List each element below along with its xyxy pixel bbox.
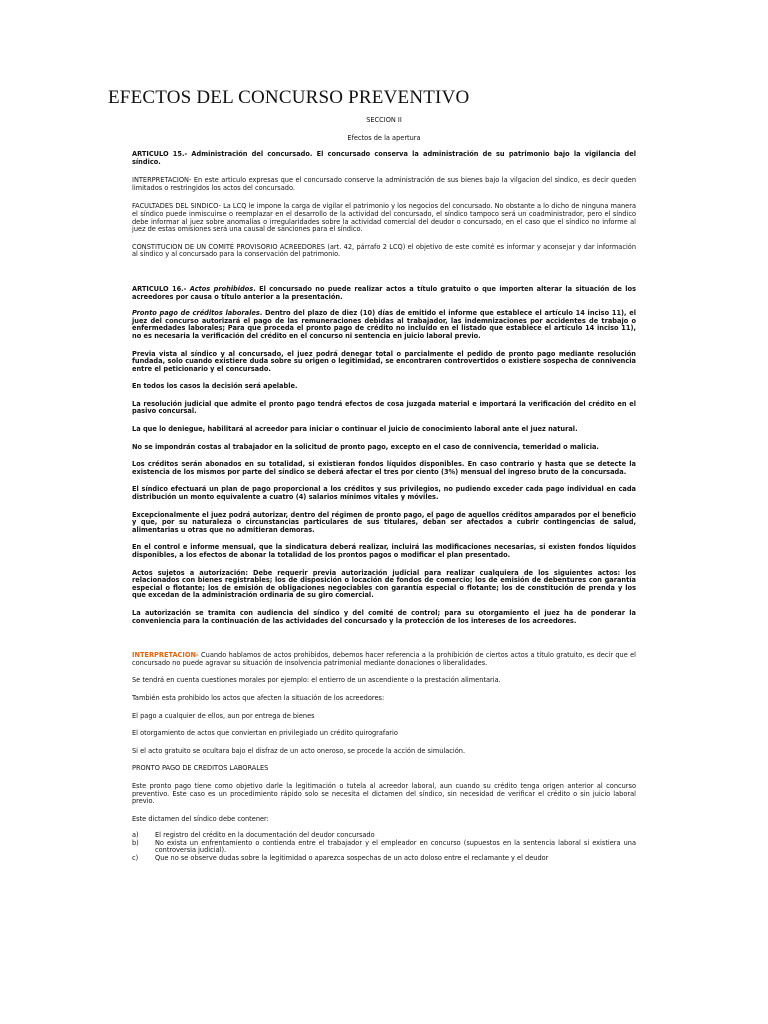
- pronto-pago-italic: Pronto pago de créditos laborales: [132, 309, 260, 318]
- pronto-pago-heading: PRONTO PAGO DE CREDITOS LABORALES: [132, 764, 269, 773]
- otorgamiento-paragraph: El otorgamiento de actos que conviertan en privilegiado un crédito quirografario: [132, 729, 398, 738]
- pronto-pago-rest: . Dentro del plazo de diez (10) días de emitido el informe que establece el artículo 14 inciso 11), el juez del concurso autorizará el pago de las remuneraciones debidas al trabajador, las indemnizaciones por accidentes de trabajo o enfermedades laborales; Para que proceda el pronto pago de crédito no incluido en el listado que establece el artículo 14 inciso 11), no es necesaria la verificación del crédito en el concurso ni sentencia en juicio laboral previo.: [132, 309, 636, 340]
- interpretation-2: [132, 652, 636, 667]
- actos-autorizacion-paragraph: Actos sujetos a autorización: Debe requerir previa autorización judicial para realizar cualquiera de los siguientes actos: los relacionados con bienes registrables; los de disposición o locación de fondos de comercio; los de emisión de debentures con garantía especial o flotante; los de emisión de obligaciones negociables con garantía especial o flotante; los de constitución de prenda y los que excedan de la administración ordinaria de su giro comercial.: [132, 568, 636, 600]
- este-pronto-pago-paragraph: Este pronto pago tiene como objetivo darle la legitimación o tutela al acreedor laboral, aun cuando su crédito tenga origen anterior al concurso preventivo. Este caso es un procedimiento rápido solo se necesita el dictamen del síndico, sin necesidad de verificar el crédito o sin juicio laboral previo.: [132, 781, 636, 806]
- article-15: ARTICULO 15.- Administración del concursado. El concursado conserva la administración de su patrimonio bajo la vigilancia del síndico.: [132, 150, 636, 166]
- article-16-italic: Actos prohibidos: [189, 284, 254, 293]
- section-heading: SECCION II: [366, 116, 402, 124]
- morales-paragraph: Se tendrá en cuenta cuestiones morales por ejemplo: el entierro de un ascendiente o la prestación alimentaria.: [132, 676, 501, 685]
- document-title: EFECTOS DEL CONCURSO PREVENTIVO: [108, 87, 470, 108]
- article-16-rest: . El concursado no puede realizar actos a título gratuito o que importen alterar la situación de los acreedores por causa o título anterior a la presentación.: [132, 284, 636, 301]
- interpretation-2-label: INTERPRETACION-: [132, 651, 199, 660]
- list-item: c) Que no se observe dudas sobre la legitimidad o aparezca sospechas de un acto doloso entre el reclamante y el deudor: [132, 854, 549, 863]
- apelable-paragraph: En todos los casos la decisión será apelable.: [132, 382, 298, 391]
- article-16-label: ARTICULO 16.-: [132, 284, 187, 293]
- autorizacion-paragraph: La autorización se tramita con audiencia del síndico y del comité de control; para su otorgamiento el juez ha de ponderar la conveniencia para la continuación de las actividades del concursado y la protección de los intereses de los acreedores.: [132, 608, 636, 625]
- section-subtitle: Efectos de la apertura: [347, 134, 421, 142]
- pronto-pago-paragraph: [132, 310, 636, 340]
- list-item: a) El registro del crédito en la documentación del deudor concursado: [132, 831, 375, 840]
- list-item: b) No exista un enfrentamiento o contienda entre el trabajador y el empleador en concurso (supuestos en la sentencia laboral si existiera una controversia judicial).: [132, 838, 636, 855]
- dictamen-paragraph: Este dictamen del síndico debe contener:: [132, 814, 269, 823]
- control-paragraph: En el control e informe mensual, que la sindicatura deberá realizar, incluirá las modificaciones necesarias, si existen fondos líquidos disponibles, a los efectos de abonar la totalidad de los prontos pagos o modificar el plan presentado.: [132, 543, 636, 559]
- deniegue-paragraph: La que lo deniegue, habilitará al acreedor para iniciar o continuar el juicio de conocimiento laboral ante el juez natural.: [132, 425, 578, 434]
- excepcional-paragraph: Excepcionalmente el juez podrá autorizar, dentro del régimen de pronto pago, el pago de aquellos créditos amparados por el beneficio y que, por su naturaleza o circunstancias particulares de sus titulares, deban ser afectados a cubrir contingencias de salud, alimentarias u otras que no admitieran demoras.: [132, 510, 636, 534]
- previa-paragraph: Previa vista al síndico y al concursado, el juez podrá denegar total o parcialmente el pedido de pronto pago mediante resolución fundada, solo cuando existiere duda sobre su origen o legitimidad, se encontraren controvertidos o existiere sospecha de connivencia entre el peticionario y el concursado.: [132, 349, 636, 373]
- simulacion-paragraph: Si el acto gratuito se ocultara bajo el disfraz de un acto oneroso, se procede la acción de simulación.: [132, 746, 466, 755]
- article-16: [132, 286, 636, 301]
- interpretation-1: INTERPRETACION- En este articulo expresas que el concursado conserve la administración de sus bienes bajo la vilgacion del sindico, es decir queden limitados o restringidos los actos del concursado.: [132, 176, 636, 192]
- tambien-paragraph: También esta prohibido los actos que afecten la situación de los acreedores:: [132, 693, 385, 702]
- creditos-paragraph: Los créditos serán abonados en su totalidad, si existieran fondos líquidos disponibles. En caso contrario y hasta que se detecte la existencia de los mismos por parte del síndico se deberá afectar el tres por ciento (3%) mensual del ingreso bruto de la concursada.: [132, 460, 636, 476]
- dictamen-list: [132, 832, 636, 862]
- facultades-paragraph: FACULTADES DEL SINDICO- La LCQ le impone la carga de vigilar el patrimonio y los negocios del concursado. No obstante a lo dicho de ninguna manera el síndico puede inmiscuirse o reemplazar en el desarrollo de la actividad del concursado, el síndico tampoco será un coadministrador, pero el síndico debe informar al juez sobre anomalías o irregularidades sobre la actividad comercial del deudor o concursado, en el caso que el síndico no informe al juez de estas omisiones será una causal de sanciones para el síndico.: [132, 202, 636, 234]
- interpretation-2-rest: Cuando hablamos de actos prohibidos, debemos hacer referencia a la prohibición de ciertos actos a título gratuito, es decir que el concursado no puede agravar su situación de insolvencia patrimonial mediante donaciones o liberalidades.: [132, 651, 636, 667]
- pago-paragraph: El pago a cualquier de ellos, aun por entrega de bienes: [132, 711, 315, 720]
- comite-paragraph: CONSTITUCION DE UN COMITÉ PROVISORIO ACREEDORES (art. 42, párrafo 2 LCQ) el objetivo de este comité es informar y aconsejar y dar información al síndico y al concursado para la conservación del patrimonio.: [132, 242, 636, 259]
- costas-paragraph: No se impondrán costas al trabajador en la solicitud de pronto pago, excepto en el caso de connivencia, temeridad o malicia.: [132, 442, 599, 451]
- resolucion-paragraph: La resolución judicial que admite el pronto pago tendrá efectos de cosa juzgada material e importará la verificación del crédito en el pasivo concursal.: [132, 399, 636, 416]
- plan-paragraph: El síndico efectuará un plan de pago proporcional a los créditos y sus privilegios, no pudiendo exceder cada pago individual en cada distribución un monto equivalente a cuatro (4) salarios mínimos vitales y móviles.: [132, 485, 636, 502]
